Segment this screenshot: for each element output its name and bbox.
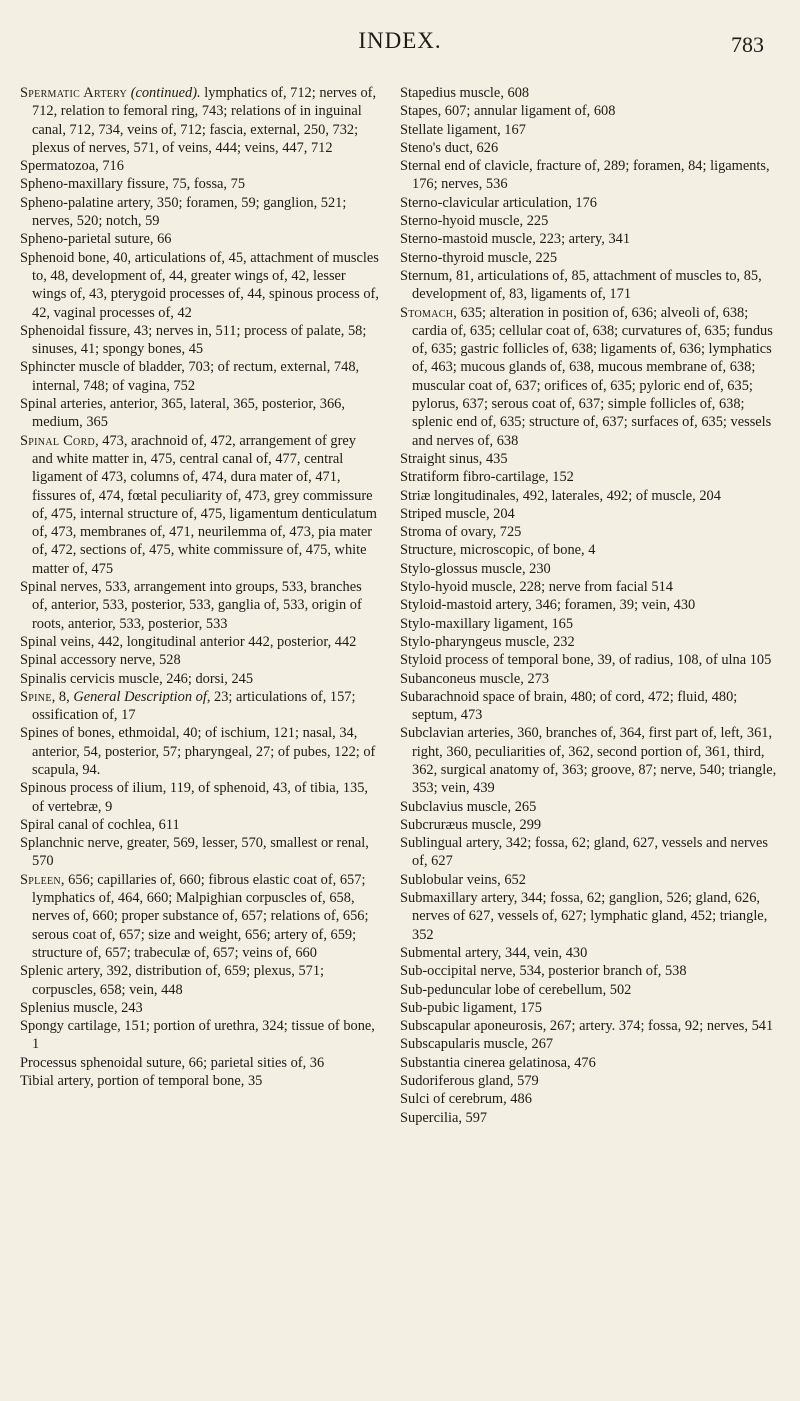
index-entry: [400, 981, 782, 999]
index-entry-heading: Spinal veins: [20, 633, 91, 650]
index-entry-text: , 151; portion of urethra, 324; tissue of bone, 1: [32, 1018, 375, 1053]
index-entry-heading: Splenius muscle: [20, 999, 114, 1016]
index-entry: [400, 871, 782, 889]
index-entry: [20, 688, 380, 725]
index-entry: [400, 1109, 782, 1127]
index-entry-text: , 360, branches of, 364, first part of, left, 361, right, 360, peculiarities of, 362, second portion of, 361, third, 362, surgical anatomy of, 363; groove, 87; nerve, 540; triangle, 353; vein, 439: [412, 725, 777, 797]
index-entry: [20, 249, 380, 322]
index-entry-heading: Sub-occipital nerve: [400, 963, 513, 980]
index-entry: [400, 596, 782, 614]
index-entry-text: , 176: [568, 194, 597, 211]
index-entry-heading: Striæ longitudinales: [400, 487, 516, 504]
index-entry: [400, 304, 782, 450]
index-entry-heading: Sterno-clavicular articulation: [400, 194, 569, 211]
index-entry: [400, 615, 782, 633]
index-entry-heading: Submental artery: [400, 944, 498, 961]
index-entry-text: , 703; of rectum, external, 748, internal, 748; of vagina, 752: [32, 359, 360, 394]
index-entry: [20, 999, 380, 1017]
index-entry-text: , 267: [524, 1036, 554, 1053]
index-entry-heading: Stylo-hyoid muscle: [400, 579, 513, 596]
index-entry-text: , anterior, 365, lateral, 365, posterior, 366, medium, 365: [32, 396, 345, 431]
index-entry: [400, 670, 782, 688]
index-column-right: [400, 84, 782, 1127]
index-entry-heading: Sterno-hyoid muscle: [400, 213, 520, 230]
index-entry: [400, 212, 782, 230]
index-entry: [20, 670, 380, 688]
index-entry: [400, 1035, 782, 1053]
index-entry: [400, 1072, 782, 1090]
index-entry-heading: Stylo-glossus muscle: [400, 560, 522, 577]
index-entry: [20, 432, 380, 578]
index-entry: [20, 395, 380, 432]
index-entry: [400, 249, 782, 267]
index-entry: [20, 358, 380, 395]
index-entry: [400, 1017, 782, 1035]
index-entry: [20, 1054, 380, 1072]
index-entry: [400, 541, 782, 559]
index-entry-heading: Spermatic Artery: [20, 85, 128, 101]
index-entry: [400, 102, 782, 120]
index-entry-heading: Processus sphenoidal suture: [20, 1054, 182, 1071]
index-entry-heading: Subclavian arteries: [400, 725, 510, 742]
index-entry-text: , 39, of radius, 108, of ulna 105: [590, 652, 772, 669]
index-entry-heading: Spheno-maxillary fissure: [20, 176, 166, 193]
running-head: [0, 22, 800, 62]
index-entry: [20, 779, 380, 816]
index-entry-heading: Stylo-maxillary ligament: [400, 615, 545, 632]
index-entry-text: , 725: [492, 524, 522, 541]
index-entry-text: , 528: [151, 652, 181, 669]
index-entry-text: , 265: [507, 798, 537, 815]
index-entry-text: , 232: [545, 633, 575, 650]
index-entry-text: , 75, fossa, 75: [165, 176, 246, 193]
index-entry-text: , 66: [149, 231, 172, 248]
index-entry: [400, 84, 782, 102]
index-entry-text: , 225: [519, 213, 549, 230]
index-entry: [20, 816, 380, 834]
index-entry-heading: Spinous process of ilium: [20, 780, 163, 797]
index-entry-heading: Spinal accessory nerve: [20, 652, 152, 669]
index-entry: [400, 505, 782, 523]
index-entry: [400, 889, 782, 944]
index-entry-heading: Structure: [400, 542, 453, 559]
index-entry-heading: Spine: [20, 688, 52, 705]
index-entry-heading: Stratiform fibro-cartilage: [400, 469, 546, 486]
index-entry-text: , 626: [469, 139, 499, 156]
index-entry-text: , 204: [485, 505, 515, 522]
page-number: 783: [731, 32, 764, 57]
index-entry: [20, 1072, 380, 1090]
index-entry-heading: Spleen: [20, 871, 61, 888]
page-title: INDEX.: [358, 28, 442, 53]
index-entry-heading: Spinal Cord: [20, 432, 96, 449]
index-entry-text: , 119, of sphenoid, 43, of tibia, 135, of vertebræ, 9: [32, 780, 369, 815]
index-entry-text: , 35: [240, 1073, 263, 1090]
index-entry-text: , 534, posterior branch of, 538: [512, 963, 687, 980]
index-entry: [400, 523, 782, 541]
index-entry-heading: Sphenoid bone: [20, 249, 106, 266]
index-entry: [400, 816, 782, 834]
index-entry-text: , 175: [513, 999, 542, 1016]
index-entry: [400, 450, 782, 468]
index-entry: [400, 798, 782, 816]
index-entry-text: , 344; fossa, 62; ganglion, 526; gland, 626, nerves of 627, vessels of, 627; lymphatic gland, 452; triangle, 352: [412, 890, 768, 943]
index-entry-heading: Striped muscle: [400, 505, 486, 522]
index-entry-heading: Sterno-mastoid muscle: [400, 231, 533, 248]
index-entry-italic: General Description of,: [73, 688, 211, 705]
index-entry: [20, 84, 380, 157]
index-entry: [20, 175, 380, 193]
index-entry: [400, 267, 782, 304]
index-entry-text: , 442, longitudinal anterior 442, posterior, 442: [90, 633, 357, 650]
index-entry-heading: Stroma of ovary: [400, 524, 493, 541]
index-entry-text: , 344, vein, 430: [497, 944, 588, 961]
index-entry: [400, 651, 782, 669]
index-entry-heading: Stomach: [400, 304, 454, 321]
index-entry: [400, 962, 782, 980]
index-entry-text: , 273: [520, 670, 550, 687]
index-entry-heading: Submaxillary artery: [400, 890, 514, 907]
index-entry-text: , 480; of cord, 472; fluid, 480; septum, 473: [412, 688, 738, 724]
index-entry-text: , 225: [528, 249, 558, 266]
index-entry-text: , microscopic, of bone, 4: [452, 542, 596, 559]
index-entry-heading: Steno's duct: [400, 139, 470, 156]
index-entry-text: , 243: [113, 999, 143, 1016]
index-entry-text: , 152: [545, 469, 574, 486]
index-entry-text: , 476: [567, 1054, 596, 1071]
index-entry: [400, 633, 782, 651]
index-entry-heading: Sterno-thyroid muscle: [400, 249, 529, 266]
index-entry-text: , 66; parietal sities of, 36: [181, 1054, 325, 1071]
index-entry-heading: Tibial artery, portion of temporal bone: [20, 1073, 241, 1090]
index-entry: [20, 230, 380, 248]
index-entry-text: , 656; capillaries of, 660; fibrous elastic coat of, 657; lymphatics of, 464, 660; Malpighian corpuscles of, 658, nerves of, 660; proper substance of, 657; relations of, 656; serous coat of, 657; size and weight, 656; artery of, 659; structure of, 657; trabeculæ of, 657; veins of, 660: [32, 871, 369, 961]
index-entry-heading: Styloid-mastoid artery: [400, 597, 529, 614]
index-entry-heading: Stapedius muscle: [400, 85, 501, 101]
index-entry: [20, 834, 380, 871]
index-entry-heading: Sub-peduncular lobe of cerebellum: [400, 981, 603, 998]
index-entry-text: , 350; foramen, 59; ganglion, 521; nerves, 520; notch, 59: [32, 194, 347, 230]
index-entry-text: , 597: [458, 1109, 488, 1126]
index-entry-text: , 8,: [51, 688, 74, 705]
index-entry-heading: Subanconeus muscle: [400, 670, 521, 687]
index-entry-text: , 81, articulations of, 85, attachment of muscles to, 85, development of, 83, ligaments of, 171: [412, 267, 762, 303]
index-entry-text: , 533, arrangement into groups, 533, branches of, anterior, 533, posterior, 533, ganglia of, 533, origin of roots, anterior, 533, posterior, 533: [32, 579, 362, 632]
index-entry: [400, 834, 782, 871]
index-entry-heading: Sphincter muscle of bladder: [20, 359, 182, 376]
index-entry: [400, 944, 782, 962]
index-entry-heading: Sublobular veins: [400, 871, 498, 888]
index-entry-text: , 228; nerve from facial 514: [512, 579, 673, 596]
index-entry: [400, 230, 782, 248]
index-entry-heading: Sub-pubic ligament: [400, 999, 514, 1016]
index-entry-heading: Spheno-parietal suture: [20, 231, 150, 248]
index-entry: [400, 487, 782, 505]
index-entry-text: , 43; nerves in, 511; process of palate, 58; sinuses, 41; spongy bones, 45: [32, 322, 367, 358]
index-entry-text: , 635; alteration in position of, 636; alveoli of, 638; cardia of, 635; cellular coat of, 638; curvatures of, 635; fundus of, 635; gastric follicles of, 638; ligaments of, 636; lymphatics of, 463; mucous glands of, 638, mucous membrane of, 638; muscular coat of, 637; orifices of, 635; pyloric end of, 635; pylorus, 637; serous coat of, 637; simple follicles of, 638; splenic end of, 635; structure of, 637; surfaces of, 635; vessels and nerves of, 638: [412, 304, 773, 449]
index-entry-heading: Styloid process of temporal bone: [400, 652, 591, 669]
index-entry: [400, 139, 782, 157]
index-entry-heading: Stapes: [400, 103, 438, 120]
index-entry-text: 23; articulations of, 157; ossification of, 17: [32, 688, 356, 724]
index-entry-text: , 579: [509, 1073, 539, 1090]
index-entry-heading: Splenic artery: [20, 963, 100, 980]
index-entry-text: , 652: [497, 871, 526, 888]
index-entry-text: , 223; artery, 341: [532, 231, 631, 248]
index-entry: [400, 724, 782, 797]
index-entry-text: , 608: [500, 85, 530, 101]
index-entry-text: , 486: [503, 1091, 532, 1108]
index-entry-heading: Substantia cinerea gelatinosa: [400, 1054, 568, 1071]
index-entry-heading: Splanchnic nerve: [20, 835, 120, 852]
index-entry-text: , 607; annular ligament of, 608: [437, 103, 616, 120]
index-entry-heading: Spinal nerves: [20, 579, 98, 596]
index-entry-heading: Sphenoidal fissure: [20, 322, 127, 339]
index-entry: [20, 724, 380, 779]
index-entry-text: , ethmoidal, 40; of ischium, 121; nasal, 34, anterior, 54, posterior, 57; pharyngeal, 27; of pubes, 122; of scapula, 94.: [32, 725, 376, 778]
index-column-left: [20, 84, 380, 1090]
index-entry: [20, 962, 380, 999]
index-entry: [400, 194, 782, 212]
index-entry: [400, 1090, 782, 1108]
index-entry-heading: Subscapular aponeurosis: [400, 1018, 543, 1035]
index-entry-heading: Spiral canal of cochlea: [20, 816, 152, 833]
index-entry-heading: Supercilia: [400, 1109, 459, 1126]
index-entry: [400, 157, 782, 194]
index-entry: [400, 560, 782, 578]
index-entry-heading: Stylo-pharyngeus muscle: [400, 633, 546, 650]
index-entry-heading: Subarachnoid space of brain: [400, 688, 564, 705]
index-entry-heading: Spongy cartilage: [20, 1018, 118, 1035]
index-entry-text: , fracture of, 289; foramen, 84; ligaments, 176; nerves, 536: [412, 158, 770, 193]
index-entry-heading: Straight sinus: [400, 450, 479, 467]
index-entry: [20, 1017, 380, 1054]
index-entry-text: lymphatics of, 712; nerves of, 712, relation to femoral ring, 743; relations of in inguinal canal, 712, 734, veins of, 712; fascia, external, 250, 732; plexus of nerves, 571, of veins, 444; veins, 447, 712: [32, 85, 377, 156]
index-entry: [400, 688, 782, 725]
index-entry-heading: Sternum: [400, 267, 449, 284]
index-entry-heading: Sulci of cerebrum: [400, 1091, 504, 1108]
index-entry: [20, 578, 380, 633]
index-entry: [400, 1054, 782, 1072]
index-entry-text: , 492, laterales, 492; of muscle, 204: [515, 487, 721, 504]
index-entry: [20, 633, 380, 651]
index-entry-heading: Spermatozoa: [20, 158, 96, 175]
index-entry-heading: Sudoriferous gland: [400, 1073, 510, 1090]
index-entry-heading: Subclavius muscle: [400, 798, 508, 815]
index-entry: [20, 157, 380, 175]
index-entry-text: , 246; dorsi, 245: [159, 670, 254, 687]
index-entry-heading: Subcruræus muscle: [400, 816, 513, 833]
index-entry-text: , 473, arachnoid of, 472, arrangement of grey and white matter in, 475, central canal of, 477, central ligament of 473, columns of, 474, dura mater of, 471, fissures of, 474, fœtal peculiarity of, 473, grey commissure of, 475, internal structure of, 475, ligamentum denticulatum of, 473, membranes of, 471, neurilemma of, 473, pia mater of, 472, sections of, 475, white commissure of, 475, white matter of, 475: [32, 432, 377, 577]
index-entry-text: , 342; fossa, 62; gland, 627, vessels and nerves of, 627: [412, 835, 768, 870]
index-entry-heading: Spheno-palatine artery: [20, 194, 150, 211]
index-entry: [400, 578, 782, 596]
index-entry-text: , 346; foramen, 39; vein, 430: [528, 597, 696, 614]
index-entry: [20, 871, 380, 962]
index-entry: [20, 651, 380, 669]
index-entry-text: , 502: [602, 981, 632, 998]
index-entry-heading: Stellate ligament: [400, 121, 498, 138]
index-entry-text: , 267; artery. 374; fossa, 92; nerves, 541: [542, 1018, 774, 1035]
continued-note: (continued).: [130, 85, 201, 101]
index-entry-heading: Sublingual artery: [400, 835, 499, 852]
index-entry: [400, 468, 782, 486]
index-entry-text: , 611: [151, 816, 180, 833]
index-entry-heading: Spines of bones: [20, 725, 112, 742]
index-entry-text: , 40, articulations of, 45, attachment of muscles to, 48, development of, 44, greater wings of, 42, lesser wings of, 43, pterygoid processes of, 44, spinous process of, 42, vaginal processes of, 42: [32, 249, 379, 321]
index-entry-heading: Sternal end of clavicle: [400, 158, 530, 175]
index-entry-text: , 435: [478, 450, 508, 467]
index-entry-heading: Spinalis cervicis muscle: [20, 670, 160, 687]
index-entry: [400, 999, 782, 1017]
index-entry-heading: Subscapularis muscle: [400, 1036, 525, 1053]
index-entry-text: , 165: [544, 615, 574, 632]
index-entry-text: , 716: [95, 158, 124, 175]
index-entry: [20, 194, 380, 231]
index-entry: [400, 121, 782, 139]
index-entry-heading: Spinal arteries: [20, 396, 103, 413]
index-entry-text: , greater, 569, lesser, 570, smallest or renal, 570: [32, 835, 369, 870]
index-entry-text: , 392, distribution of, 659; plexus, 571; corpuscles, 658; vein, 448: [32, 963, 325, 998]
index-entry-text: , 230: [521, 560, 551, 577]
index-entry: [20, 322, 380, 359]
index-entry-text: , 167: [497, 121, 526, 138]
index-entry-text: , 299: [512, 816, 542, 833]
